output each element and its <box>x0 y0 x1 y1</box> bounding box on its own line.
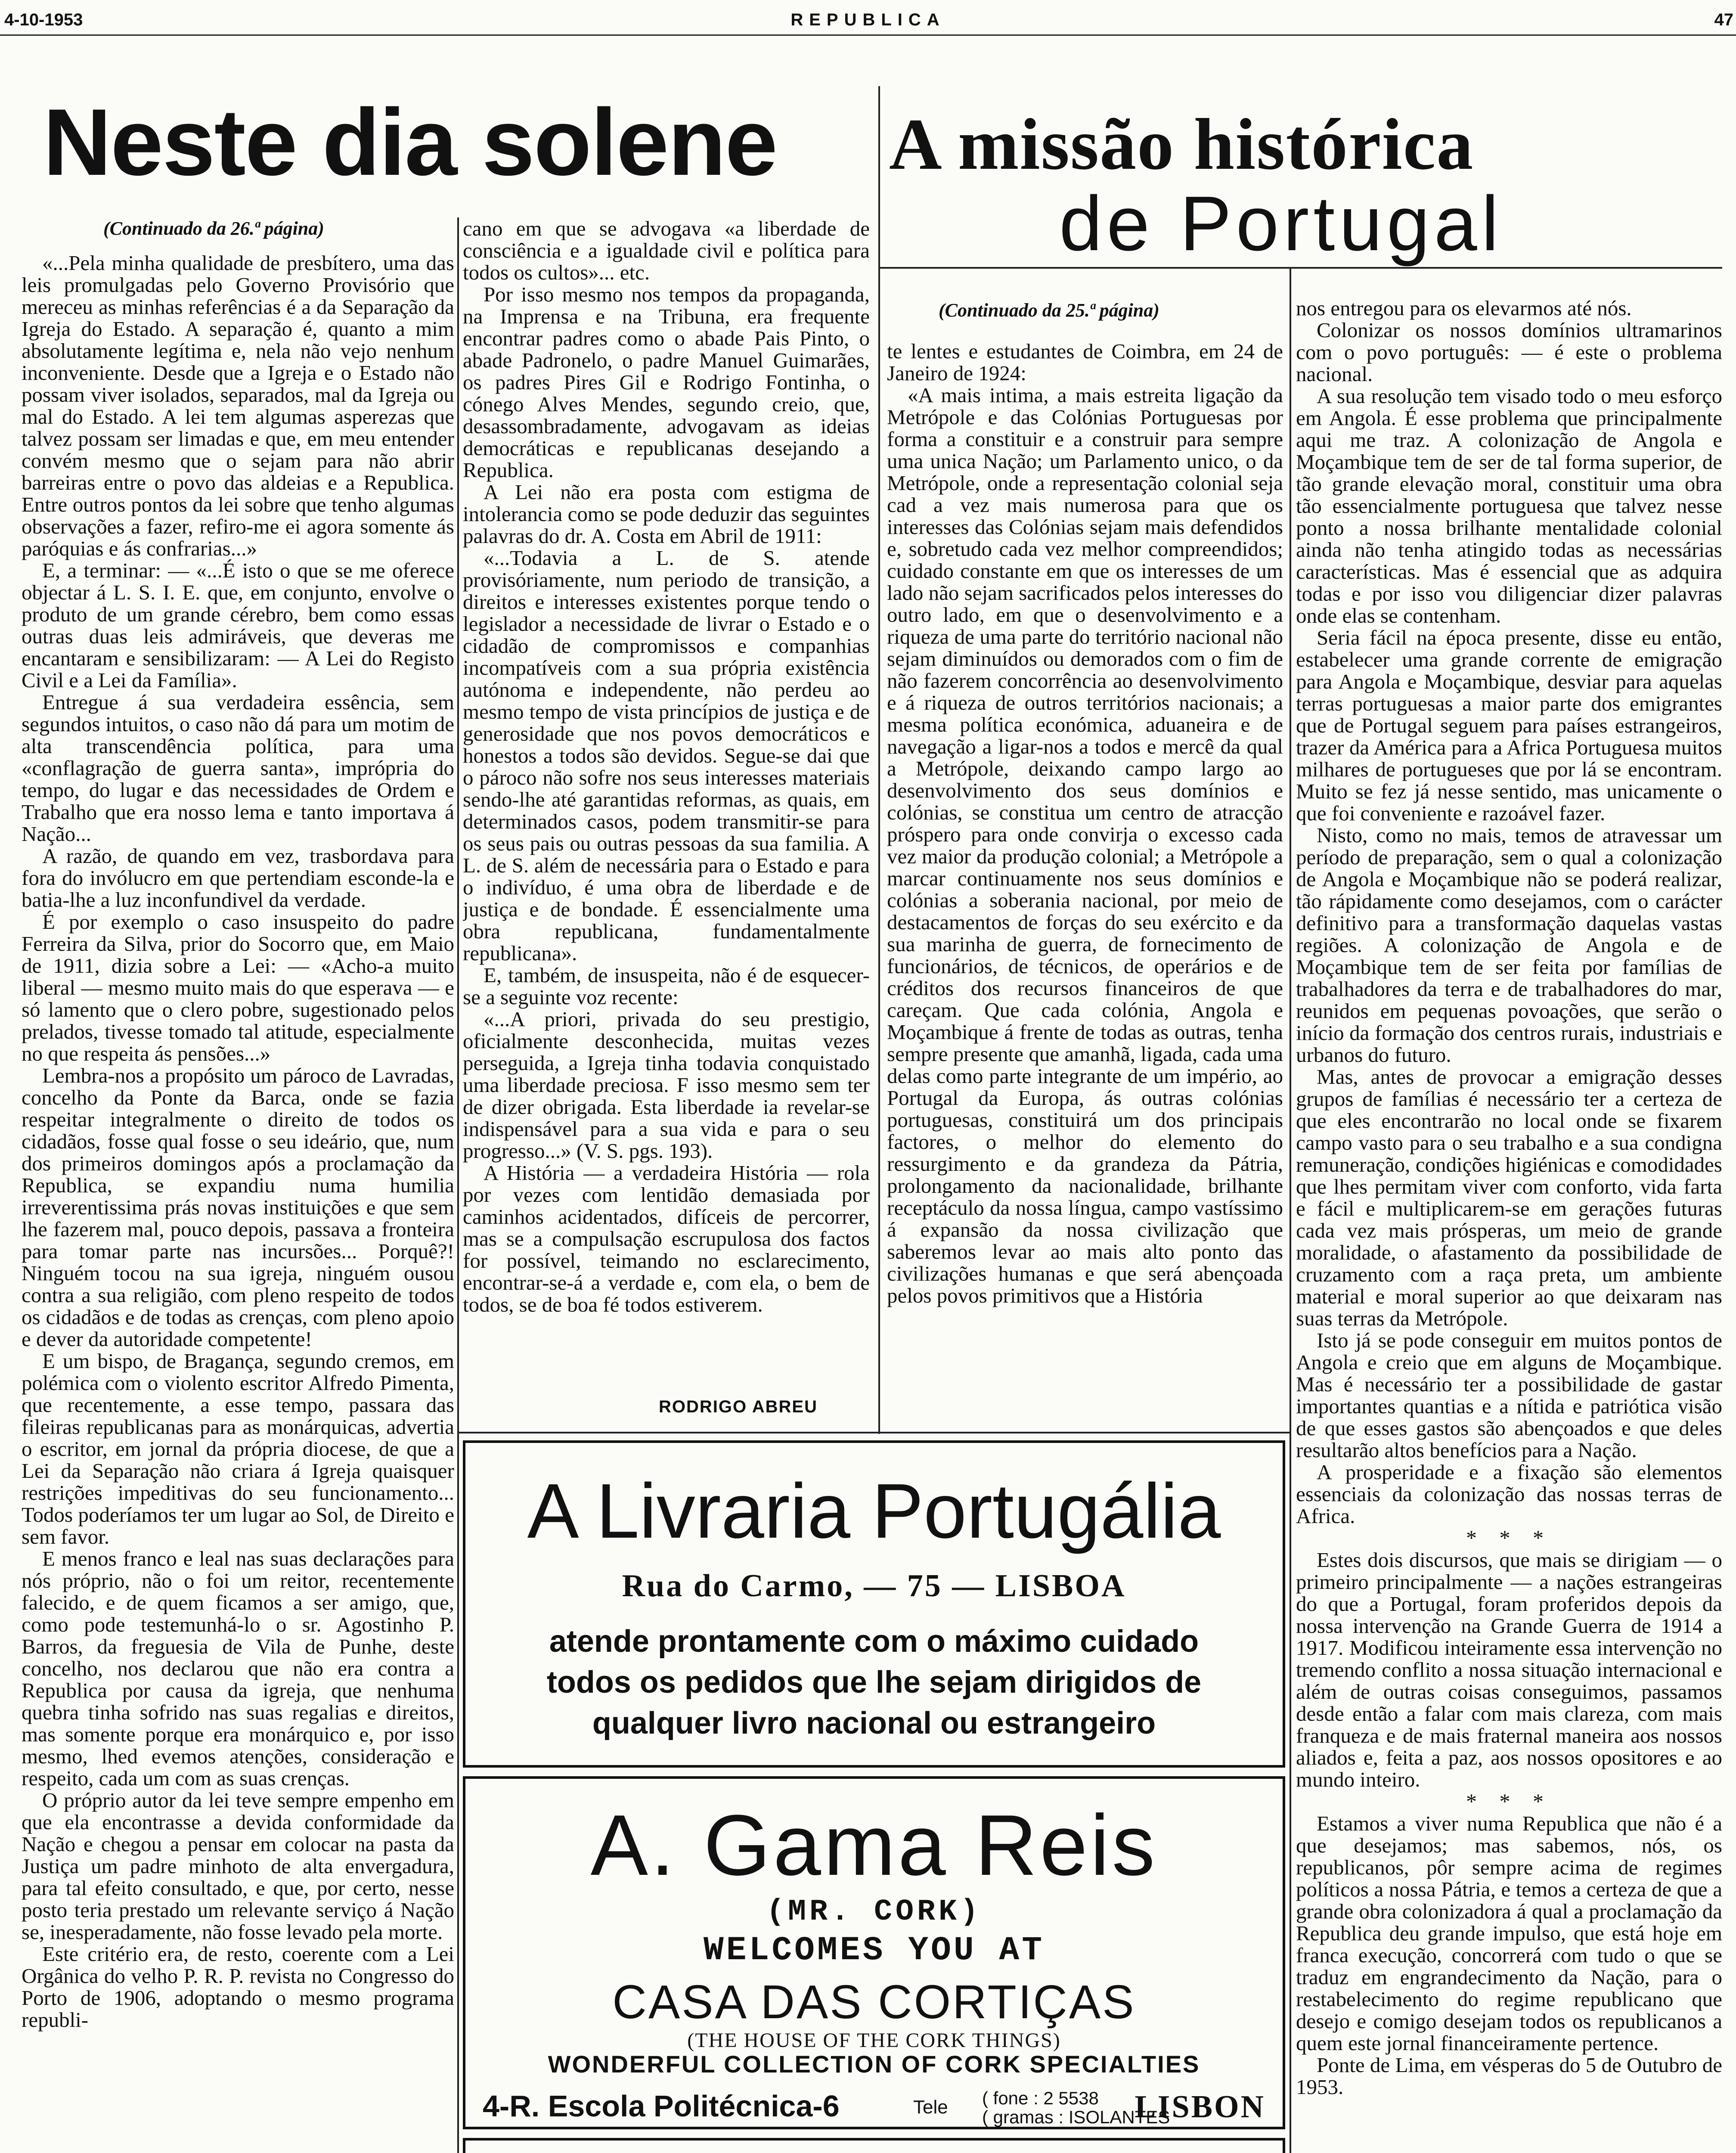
paragraph: A Lei não era posta com estigma de intolerancia como se pode deduzir das seguintes palavras do dr. A. Costa em Abril de 1911: <box>463 480 870 548</box>
paragraph: Ponte de Lima, em vésperas do 5 de Outubro de 1953. <box>1296 2053 1722 2099</box>
page-number: 47 <box>1714 10 1733 29</box>
ad-tele-label: Tele <box>913 2097 948 2118</box>
paragraph: Mas, antes de provocar a emigração desses grupos de famílias é necessário ter a certeza de que eles encontrarão no local onde se fixarem campo vasto para o seu trabalho e a sua condigna remuneração, condições higiénicas e comodidades que lhes permitam viver com conforto, vida farta e fácil e multiplicarem-se em gerações futuras cada vez mais prósperas, um meio de grande moralidade, o afastamento da possibilidade de cruzamento com a raça preta, um ambiente material e moral superior ao que deixaram nas suas terras da Metrópole. <box>1296 1065 1722 1330</box>
column-rule <box>457 217 459 2153</box>
ad-phone: ( fone : 2 5538 <box>982 2088 1099 2108</box>
article2-column1 <box>887 340 1283 1399</box>
ad-title: A. Gama Reis <box>590 1797 1158 1893</box>
paragraph: Seria fácil na época presente, disse eu então, estabelecer uma grande corrente de emigração para Angola e Moçambique, desviar para aquelas terras portuguesas a maior parte dos emigrantes que de Portugal seguem para países estrangeiros, trazer da América para a Africa Portuguesa muitos milhares de portugueses que por lá se encontram. Muito se fez já nesse sentido, mas unicamente o que foi conveniente e razoável fazer. <box>1296 626 1722 825</box>
paragraph: É por exemplo o caso insuspeito do padre Ferreira da Silva, prior do Socorro que, em Maio de 1911, dizia sobre a Lei: — «Acho-a muito liberal — mesmo muito mais do que esperava — e só lamento que o clero pobre, sugestionado pelos prelados, tivesse tomado tal atitude, especialmente no que respeita ás pensões...» <box>22 910 454 1065</box>
paragraph: A prosperidade e a fixação são elementos essenciais da colonização das nossas terras de Africa. <box>1296 1460 1722 1528</box>
article1-continued: (Continuado da 26.ª página) <box>103 218 324 239</box>
section-separator: * * * <box>1466 1789 1552 1813</box>
ad-gama-reis <box>463 1776 1285 2129</box>
issue-date: 4-10-1953 <box>4 10 83 29</box>
ad-joal <box>463 2138 1285 2153</box>
page-header <box>0 10 1736 36</box>
ad-contact-row <box>465 2089 1283 2128</box>
paragraph: nos entregou para os elevarmos até nós. <box>1296 297 1632 320</box>
paragraph: «...A priori, privada do seu prestigio, oficialmente desconhecida, muitas vezes perseguida, a Igreja tinha todavia conquistado uma liberdade preciosa. F isso mesmo sem ter de dizer obrigada. Esta liberdade ia revelar-se indispensável para a sua vida e para o seu progresso...» (V. S. pgs. 193). <box>463 1007 870 1163</box>
ad-city: LISBON <box>1135 2089 1265 2125</box>
paragraph: Nisto, como no mais, temos de atravessar um período de preparação, sem o qual a colonização de Angola e Moçambique não se poderá realizar, tão rápidamente como desejamos, com o carácter definitivo para a transformação daquelas vastas regiões. A colonização de Angola e de Moçambique tem de ser feita por famílias de trabalhadores da terra e de trabalhadores do mar, reunidos em pequenas povoações, que serão o início da formação dos centros rurais, industriais e urbanos do futuro. <box>1296 823 1722 1067</box>
ad-address: Rua do Carmo, — 75 — LISBOA <box>622 1568 1126 1604</box>
masthead: REPUBLICA <box>790 10 946 29</box>
paragraph: Lembra-nos a propósito um pároco de Lavradas, concelho da Ponte da Barca, onde se fazia respeitar integralmente o direito de todos os cidadãos, fosse qual fosse o seu ideário, que, num dos primeiros domingos após a proclamação da Republica, se expandiu numa humilia irreverentissima prás novas instituições e que sem lhe fazerem mal, pouco depois, passava a fronteira para tomar parte nas incursões... Porquê?! Ninguém tocou na sua igreja, ninguém ousou contra a sua religião, com pleno respeito de todos os cidadãos e de todas as crenças, com pleno apoio e dever da autoridade competente! <box>22 1064 454 1351</box>
ad-tagline: WONDERFUL COLLECTION OF CORK SPECIALTIES <box>548 2051 1200 2078</box>
section-separator: * * * <box>1466 1526 1552 1550</box>
column-rule <box>1290 267 1291 2153</box>
paragraph: Estes dois discursos, que mais se dirigiam — o primeiro principalmente — a nações estrangeiras do que a Portugal, foram proferidos depois da nossa intervenção na Grande Guerra de 1914 a 1917. Modificou inteiramente essa intervenção no tremendo conflito a nossa situação internacional e além de outras coisas conseguimos, passamos desde então a falar com mais clareza, com mais franqueza e de mais fraternal maneira aos nossos aliados e, feita a paz, aos nossos opositores e ao mundo inteiro. <box>1296 1548 1722 1791</box>
paragraph: Entregue á sua verdadeira essência, sem segundos intuitos, o caso não dá para um motim de alta transcendência política, para uma «conflagração de guerra santa», imprópria do tempo, do lugar e das necessidades de Ordem e Trabalho que era nosso lema e tanto importava á Nação... <box>22 690 454 846</box>
paragraph: Estamos a viver numa Republica que não é a que desejamos; mas sabemos, nós, os republicanos, pôr sempre acima de regimes políticos a nossa Pátria, e temos a certeza de que a grande obra colonizadora á qual a proclamação da Republica deu grande impulso, que está hoje em franca execução, concorrerá com tudo o que se traduz em engrandecimento da Nação, para o restabelecimento do regime republicano que desejo e comigo desejam todos os republicanos a quem este jornal financeiramente pertence. <box>1296 1812 1722 2055</box>
column-rule <box>878 86 880 1434</box>
paragraph: «...Todavia a L. de S. atende provisóriamente, num periodo de transição, a direitos e interesses existentes porque tendo o legislador a necessidade de livrar o Estado e o cidadão de compromissos e companhias incompatíveis com a sua própria existência autónoma e independente, não perdeu ao mesmo tempo de vista princípios de justiça e de generosidade que nos povos democráticos e honestos a todos são devidos. Segue-se dai que o pároco não sofre nos seus interesses materiais sendo-lhe até garantidas reformas, as quais, em determinados casos, podem transmitir-se para os seus pais ou outras pessoas da sua familia. A L. de S. além de necessária para o Estado e para o indivíduo, é uma obra de liberdade e de justiça e de bondade. É essencialmente uma obra republicana, fundamentalmente republicana». <box>463 546 870 965</box>
paragraph: E, a terminar: — «...É isto o que se me oferece objectar á L. S. I. E. que, em conjunto, envolve o produto de um grande cérebro, bem como essas outras duas leis admiráveis, que deveras me encantaram e sensibilizaram: — A Lei do Registo Civil e a Lei da Família». <box>22 558 454 692</box>
paragraph: E, também, de insuspeita, não é de esquecer-se a seguinte voz recente: <box>463 963 870 1009</box>
ad-telegram: ( gramas : ISOLANTES <box>982 2107 1170 2127</box>
paragraph: O próprio autor da lei teve sempre empenho em que ela encontrasse a devida conformidade da Nação e chegou a pensar em colocar na pasta da Justiça um padre minhoto de alta envergadura, para tal efeito consultado, e que, por certo, nesse posto teria prestado um relevante serviço á Nação se, inesperadamente, não fosse levado pela morte. <box>22 1788 454 1944</box>
paragraph: Este critério era, de resto, coerente com a Lei Orgânica do velho P. R. P. revista no Congresso do Porto de 1906, adoptando o mesmo programa republi- <box>22 1942 454 2032</box>
article2-title-line1: A missão histórica <box>889 104 1474 185</box>
header-rule <box>0 34 1736 36</box>
article2-continued: (Continuado da 25.ª página) <box>939 300 1159 321</box>
ad-title: A Livraria Portugália <box>527 1468 1221 1554</box>
article-bottom-rule <box>457 1432 1290 1433</box>
paragraph: Por isso mesmo nos tempos da propaganda, na Imprensa e na Tribuna, era frequente encontrar padres como o abade Pais Pinto, o abade Padronelo, o padre Manuel Guimarães, os padres Pires Gil e Rodrigo Fontinha, o cónego Alves Mendes, segundo creio, que, desassombradamente, advogavam as ideias democráticas e republicanas desejando a Republica. <box>463 282 870 482</box>
paragraph: A História — a verdadeira História — rola por vezes com lentidão demasiada por caminhos acidentados, difíceis de percorrer, mas se a compulsação escrupulosa dos factos for possível, teimando no esclarecimento, encontrar-se-á a verdade e, com ela, o bem de todos, se de boa fé todos estiverem. <box>463 1161 870 1316</box>
paragraph: te lentes e estudantes de Coimbra, em 24 de Janeiro de 1924: <box>887 340 1283 385</box>
ad-welcome: WELCOMES YOU AT <box>703 1932 1045 1970</box>
ad-address: 4-R. Escola Politécnica-6 <box>483 2089 840 2123</box>
ad-shop-translation: (THE HOUSE OF THE CORK THINGS) <box>687 2029 1061 2052</box>
article1-title: Neste dia solene <box>43 89 777 195</box>
article1-column1 <box>22 252 454 2153</box>
paragraph: Colonizar os nossos domínios ultramarinos com o povo português: — é este o problema nacional. <box>1296 318 1722 386</box>
paragraph: «...Pela minha qualidade de presbítero, uma das leis promulgadas pelo Governo Provisório que mereceu as minhas referências é a da Separação da Igreja do Estado. A separação é, quanto a mim absolutamente legítima e, nela não vejo nenhum inconveniente. Desde que a Igreja e o Estado não possam viver isolados, separados, mal da Igreja ou mal do Estado. A lei tem algumas asperezas que talvez possam ser limadas e que, em meu entender convém mesmo que o sejam para não abrir barreiras entre o povo das aldeias e a Republica. Entre outros pontos da lei sobre que tenho algumas observações a fazer, refiro-me ei agora somente ás paróquias e ás confrarias...» <box>22 252 454 560</box>
paragraph: cano em que se advogava «a liberdade de consciência e a igualdade civil e política para todos os cultos»... etc. <box>463 217 870 284</box>
article1-column2 <box>463 217 870 1389</box>
ad-text-line: qualquer livro nacional ou estrangeiro <box>592 1706 1156 1740</box>
paragraph: A razão, de quando em vez, trasbordava para fora do invólucro em que pertendiam esconde-la e batia-lhe a luz inconfundivel da verdade. <box>22 844 454 912</box>
ad-shop-name: CASA DAS CORTIÇAS <box>612 1976 1136 2029</box>
ad-subtitle: (MR. CORK) <box>766 1895 982 1929</box>
paragraph: Isto já se pode conseguir em muitos pontos de Angola e creio que em alguns de Moçambique. Mas é necessário ter a possibilidade de gastar importantes quantias e a nítida e patriótica visão de que esses gastos são abençoados e que deles resultarão altos benefícios para a Nação. <box>1296 1328 1722 1462</box>
ad-text-line: atende prontamente com o máximo cuidado <box>549 1624 1199 1659</box>
paragraph: E menos franco e leal nas suas declarações para nós próprio, não o foi um reitor, recentemente falecido, e de quem ficamos a ser amigo, que, como pode testemunhá-lo o sr. Agostinho P. Barros, da freguesia de Vila de Punhe, deste concelho, nos declarou que não era contra a Republica por causa da igreja, que nenhuma quebra tinha sofrido nas suas regalias e direitos, mas somente porque era monárquico e, por isso mesmo, lhed evemos atenções, consideração e respeito, cada um com as suas crenças. <box>22 1547 454 1790</box>
ad-text-line: todos os pedidos que lhe sejam dirigidos de <box>546 1665 1202 1700</box>
article2-title-rule <box>878 267 1722 269</box>
article2-column2 <box>1296 297 1722 2153</box>
article1-signature: RODRIGO ABREU <box>659 1397 818 1416</box>
article2-title-line2: de Portugal <box>1059 180 1503 267</box>
ad-livraria-portugalia <box>463 1440 1285 1768</box>
paragraph: A sua resolução tem visado todo o meu esforço em Angola. É esse problema que principalmente aqui me traz. A colonização de Angola e Moçambique tem de ser de tal forma superior, de tão grande elevação moral, constituir uma obra tão essencialmente portuguesa que talvez nesse ponto a nossa brilhante mentalidade colonial ainda não tenha atingido todas as necessárias características. Mas é essencial que as adquira todas e por isso vou diligenciar dizer palavras onde elas se contenham. <box>1296 384 1722 627</box>
paragraph: «A mais intima, a mais estreita ligação da Metrópole e das Colónias Portuguesas por forma a constituir e a construir para sempre uma unica Nação; um Parlamento unico, o da Metrópole, onde a representação colonial seja cad a vez mais numerosa para que os interesses das Colónias sejam mais defendidos e, sobretudo cada vez melhor compreendidos; cuidado constante em que os interesses de um lado não sejam sacrificados pelos interesses do outro lado, em que o desenvolvimento e a riqueza de uma parte do território nacional não sejam diminuídos ou demorados com o fim de não fazerem concorrência ao desenvolvimento e á riqueza de outros territórios nacionais; a mesma política económica, aduaneira e de navegação a ligar-nos a todos e mercê da qual a Metrópole, deixando campo largo ao desenvolvimento dos seus domínios e colónias, se constitua um centro de atracção próspero para onde convirja o excesso cada vez maior da produção colonial; a Metrópole a marcar continuamente nos seus domínios e colónias a soberania nacional, por meio de destacamentos de forças do seu exército e da sua marinha de guerra, de fornecimento de funcionários, de técnicos, de operários e de créditos dos recursos financeiros de que careçam. Que cada colónia, Angola e Moçambique á frente de todas as outras, tenha sempre presente que amanhã, ligada, cada uma delas como parte integrante de um império, ao Portugal da Europa, ás outras colónias portuguesas, constituirá um dos principais factores, o melhor do elemento do ressurgimento e da grandeza da Pátria, prolongamento da nacionalidade, brilhante receptáculo da nossa língua, campo vastíssimo á expansão da nossa civilização que saberemos levar ao mais alto ponto das civilizações humanas e que será abençoada pelos povos primitivos que a História <box>887 383 1283 1307</box>
paragraph: E um bispo, de Bragança, segundo cremos, em polémica com o violento escritor Alfredo Pimenta, que recentemente, a esse tempo, passara das fileiras republicanas para as monárquicas, advertia o escritor, em jornal da própria diocese, de que a Lei da Separação não criara á Igreja quaisquer restrições impeditivas do seu funcionamento... Todos poderíamos ter um lugar ao Sol, de Direito e sem favor. <box>22 1349 454 1548</box>
